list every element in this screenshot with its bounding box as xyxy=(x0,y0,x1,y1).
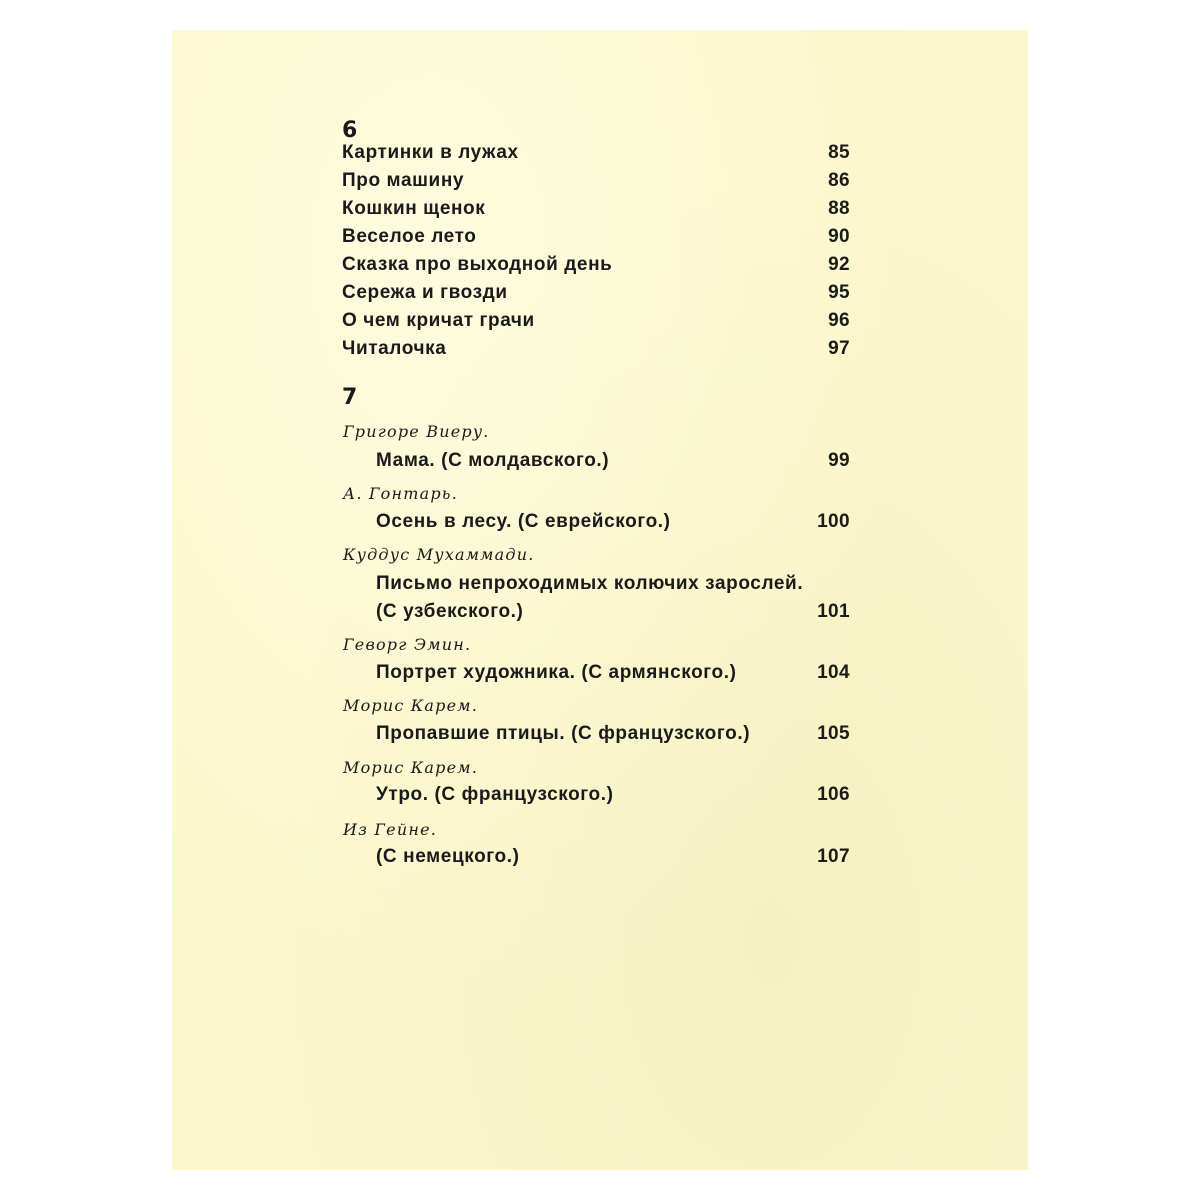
entry-page: 95 xyxy=(828,282,850,303)
toc-entry xyxy=(376,721,850,747)
entry-page: 92 xyxy=(828,254,850,275)
entry-title: Осень в лесу. (С еврейского.) xyxy=(376,511,671,532)
entry-page: 104 xyxy=(817,662,850,683)
toc-entry xyxy=(342,168,850,194)
entry-page: 100 xyxy=(817,511,850,532)
section-number: 7 xyxy=(342,385,358,410)
entry-page: 107 xyxy=(817,846,850,867)
entry-page: 90 xyxy=(828,226,850,247)
entry-title: Сережа и гвозди xyxy=(342,282,508,303)
entry-page: 85 xyxy=(828,142,850,163)
entry-page: 99 xyxy=(828,450,850,471)
entry-title: О чем кричат грачи xyxy=(342,310,535,331)
toc-entry xyxy=(376,660,850,686)
entry-title: Сказка про выходной день xyxy=(342,254,613,275)
author-name: Геворг Эмин. xyxy=(343,635,472,654)
toc-entry xyxy=(376,509,850,535)
author-name: Морис Карем. xyxy=(343,696,478,715)
toc-entry xyxy=(342,336,850,362)
entry-page: 86 xyxy=(828,170,850,191)
entry-title: Картинки в лужах xyxy=(342,142,519,163)
toc-entry xyxy=(342,224,850,250)
entry-page: 88 xyxy=(828,198,850,219)
entry-title: Мама. (С молдавского.) xyxy=(376,450,610,471)
toc-entry xyxy=(342,196,850,222)
entry-page: 101 xyxy=(817,601,850,622)
entry-title: Портрет художника. (С армянского.) xyxy=(376,662,737,683)
entry-page: 97 xyxy=(828,338,850,359)
entry-title: Читалочка xyxy=(342,338,447,359)
entry-page: 96 xyxy=(828,310,850,331)
entry-title-line: Письмо непроходимых колючих зарослей. xyxy=(376,573,804,594)
entry-title: Кошкин щенок xyxy=(342,198,486,219)
toc-entry xyxy=(376,599,850,625)
book-page xyxy=(172,30,1028,1170)
toc-entry xyxy=(376,844,850,870)
section-number: 6 xyxy=(342,118,358,143)
entry-title: Пропавшие птицы. (С французского.) xyxy=(376,723,751,744)
author-name: А. Гонтарь. xyxy=(343,484,459,503)
entry-page: 106 xyxy=(817,784,850,805)
toc-entry xyxy=(342,252,850,278)
entry-title: Про машину xyxy=(342,170,465,191)
toc-entry xyxy=(376,782,850,808)
entry-title: Веселое лето xyxy=(342,226,477,247)
toc-entry xyxy=(342,280,850,306)
entry-page: 105 xyxy=(817,723,850,744)
entry-title: (С узбекского.) xyxy=(376,601,524,622)
entry-title: Утро. (С французского.) xyxy=(376,784,614,805)
author-name: Григоре Виеру. xyxy=(343,422,490,441)
toc-entry xyxy=(342,140,850,166)
author-name: Из Гейне. xyxy=(343,820,438,839)
author-name: Морис Карем. xyxy=(343,758,478,777)
toc-entry xyxy=(376,448,850,474)
toc-entry xyxy=(342,308,850,334)
author-name: Куддус Мухаммади. xyxy=(343,545,535,564)
entry-title: (С немецкого.) xyxy=(376,846,520,867)
